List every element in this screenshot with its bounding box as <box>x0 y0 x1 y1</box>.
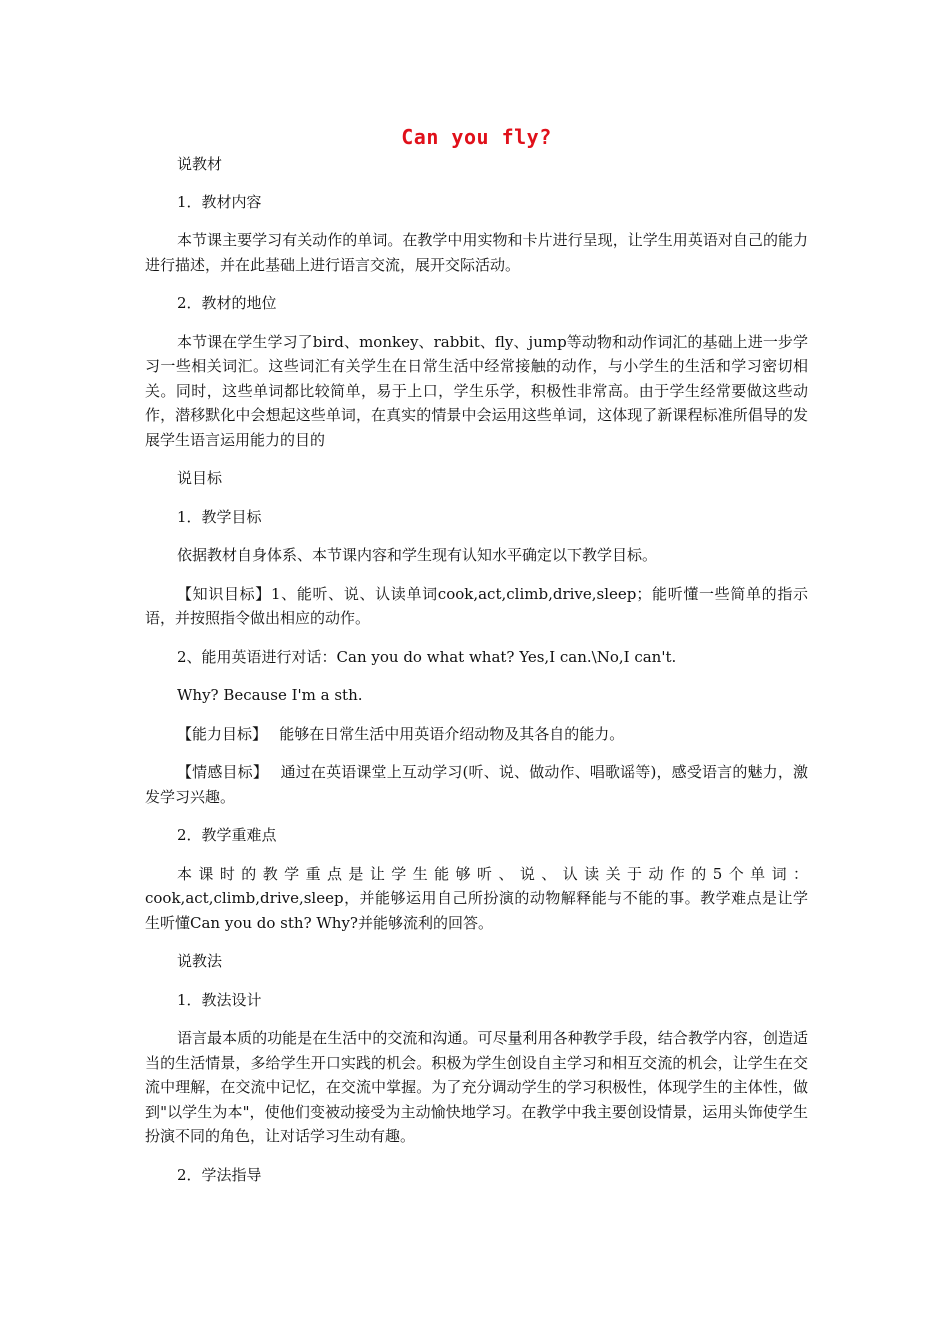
paragraph-ability-goal: 【能力目标】 能够在日常生活中用英语介绍动物及其各自的能力。 <box>177 724 625 743</box>
section-heading-textbook: 说教材 <box>177 155 223 173</box>
section-heading-methods: 说教法 <box>177 952 223 970</box>
subheading-teaching-goals: 1．教学目标 <box>177 507 262 526</box>
paragraph-knowledge-goal: 【知识目标】1、能听、说、认读单词cook,act,climb,drive,sleep；能听懂一些简单的指示语，并按照指令做出相应的动作。 <box>145 584 808 627</box>
paragraph-teaching-goals: 依据教材自身体系、本节课内容和学生现有认知水平确定以下教学目标。 <box>177 546 658 564</box>
section-heading-goals: 说目标 <box>177 469 223 487</box>
document-title: Can you fly? <box>401 125 552 149</box>
subheading-key-points: 2．教学重难点 <box>177 826 277 844</box>
paragraph-method-design: 语言最本质的功能是在生活中的交流和沟通。可尽量利用各种教学手段，结合教学内容，创造适当的生活情景，多给学生开口实践的机会。积极为学生创设自主学习和相互交流的机会，让学生在交流中理解，在交流中记忆，在交流中掌握。为了充分调动学生的学习积极性，体现学生的主体性，做到"以学生为本"，使他们变被动接受为主动愉快地学习。在教学中我主要创设情景，运用头饰使学生扮演不同的角色，让对话学习生动有趣。 <box>145 1029 808 1145</box>
paragraph-status: 本节课在学生学习了bird、monkey、rabbit、fly、jump等动物和动作词汇的基础上进一步学习一些相关词汇。这些词汇有关学生在日常生活中经常接触的动作，与小学生的生活和学习密切相关。同时，这些单词都比较简单，易于上口，学生乐学，积极性非常高。由于学生经常要做这些动作，潜移默化中会想起这些单词，在真实的情景中会运用这些单词，这体现了新课程标准所倡导的发展学生语言运用能力的目的 <box>145 332 808 449</box>
paragraph-key-points: 本课时的教学重点是让学生能够听、说、认读关于动作的5个单词：cook,act,climb,drive,sleep，并能够运用自己所扮演的动物解释能与不能的事。教学难点是让学生听懂Can you do sth? Why?并能够流利的回答。 <box>145 864 808 932</box>
paragraph-emotion-goal: 【情感目标】 通过在英语课堂上互动学习(听、说、做动作、唱歌谣等)，感受语言的魅力，激发学习兴趣。 <box>145 763 808 806</box>
document-page <box>145 122 808 1187</box>
subheading-content: 1．教材内容 <box>177 192 262 211</box>
subheading-status: 2．教材的地位 <box>177 294 277 312</box>
paragraph-dialogue: 2、能用英语进行对话：Can you do what what? Yes,I can.\No,I can't. <box>177 647 677 666</box>
subheading-method-design: 1．教法设计 <box>177 990 262 1009</box>
paragraph-content: 本节课主要学习有关动作的单词。在教学中用实物和卡片进行呈现，让学生用英语对自己的能力进行描述，并在此基础上进行语言交流，展开交际活动。 <box>145 231 808 274</box>
subheading-study-guide: 2．学法指导 <box>177 1165 262 1184</box>
paragraph-why: Why? Because I'm a sth. <box>177 686 363 704</box>
